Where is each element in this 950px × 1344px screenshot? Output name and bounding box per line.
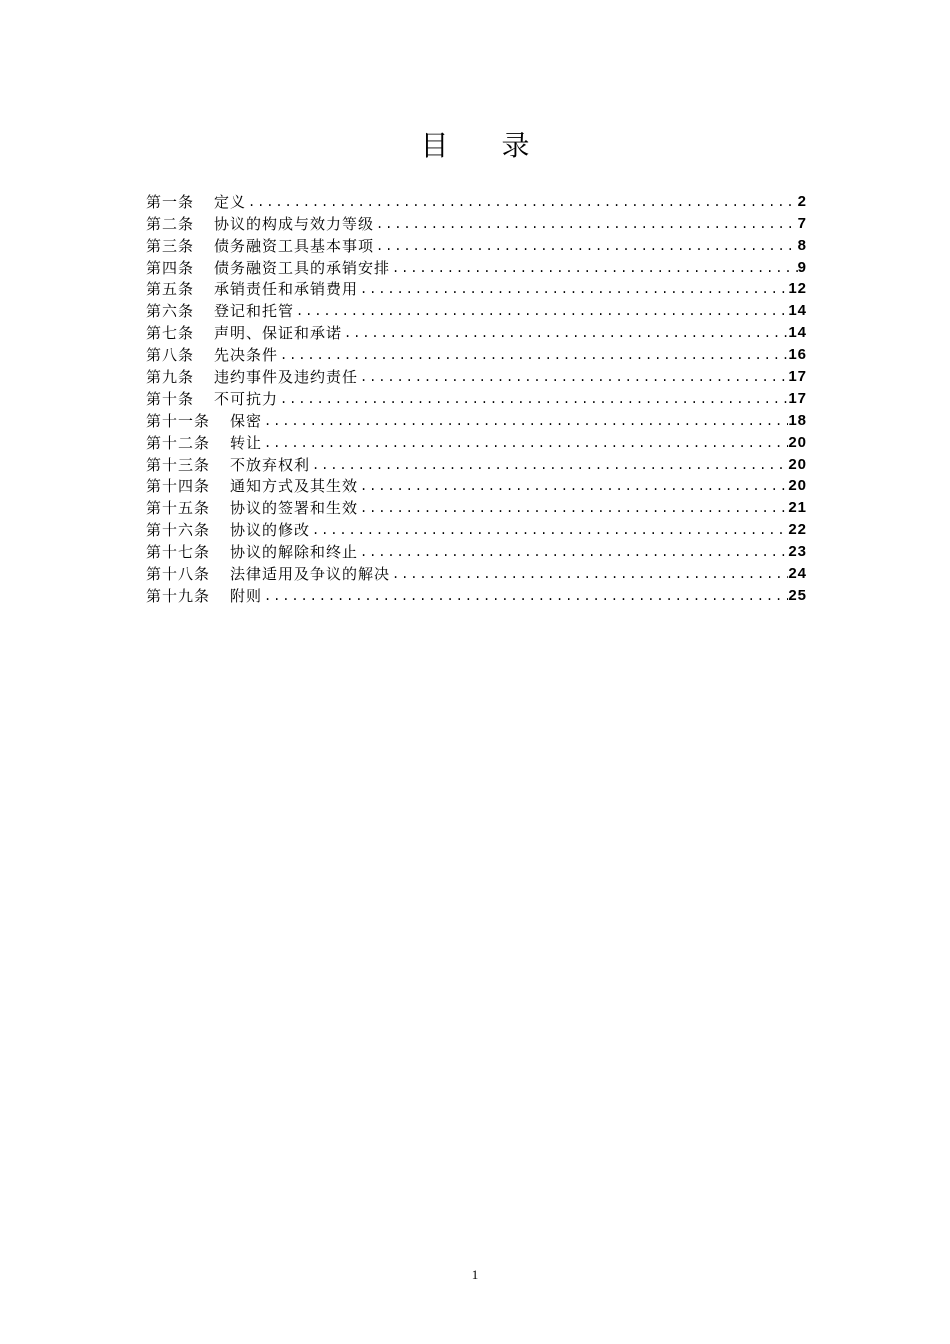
toc-entry-heading: 不放弃权利 (230, 455, 311, 474)
toc-entry-number: 第十一条 (146, 411, 211, 430)
toc-dot-leader (310, 520, 788, 540)
toc-entry-number: 第十六条 (146, 521, 211, 540)
toc-entry-heading: 声明、保证和承诺 (214, 324, 343, 343)
toc-entry-heading: 债务融资工具的承销安排 (214, 258, 391, 277)
toc-dot-leader (374, 236, 798, 256)
toc-entry[interactable] (146, 343, 807, 365)
toc-dot-leader (358, 542, 788, 562)
toc-entry-number: 第六条 (146, 302, 195, 321)
toc-entry-page: 16 (788, 346, 807, 364)
toc-entry-page: 18 (788, 411, 807, 429)
toc-entry-number: 第八条 (146, 346, 195, 365)
toc-dot-leader (246, 192, 798, 212)
toc-dot-leader (262, 411, 788, 431)
toc-entry-page: 7 (797, 214, 807, 232)
toc-entry-page: 9 (797, 258, 807, 276)
toc-entry[interactable] (146, 409, 807, 431)
toc-entry[interactable] (146, 453, 807, 475)
toc-entry-number: 第十九条 (146, 586, 211, 605)
toc-entry-heading: 协议的修改 (230, 521, 311, 540)
toc-entry-heading: 承销责任和承销费用 (214, 280, 359, 299)
toc-entry-heading: 转让 (230, 433, 263, 452)
toc-entry-heading: 定义 (214, 192, 247, 211)
toc-entry-number: 第九条 (146, 368, 195, 387)
toc-entry[interactable] (146, 584, 807, 606)
toc-entry[interactable] (146, 496, 807, 518)
toc-dot-leader (262, 586, 788, 606)
toc-entry[interactable] (146, 387, 807, 409)
toc-entry-number: 第三条 (146, 236, 195, 255)
toc-entry-heading: 协议的解除和终止 (230, 543, 359, 562)
toc-entry-page: 25 (788, 586, 807, 604)
toc-entry-page: 20 (788, 455, 807, 473)
toc-entry-page: 22 (788, 521, 807, 539)
toc-dot-leader (278, 389, 788, 409)
toc-entry-heading: 附则 (230, 586, 263, 605)
toc-entry[interactable] (146, 256, 807, 278)
toc-entry-heading: 登记和托管 (214, 302, 295, 321)
toc-entry-number: 第十二条 (146, 433, 211, 452)
toc-entry-number: 第十三条 (146, 455, 211, 474)
toc-entry[interactable] (146, 431, 807, 453)
toc-dot-leader (358, 498, 788, 518)
toc-entry-page: 17 (788, 389, 807, 407)
toc-dot-leader (310, 455, 788, 475)
toc-entry[interactable] (146, 518, 807, 540)
toc-entry-number: 第二条 (146, 214, 195, 233)
toc-entry-number: 第七条 (146, 324, 195, 343)
toc-dot-leader (374, 214, 798, 234)
toc-title: 目 录 (420, 129, 552, 162)
toc-entry[interactable] (146, 321, 807, 343)
toc-dot-leader (342, 323, 788, 343)
toc-entry[interactable] (146, 540, 807, 562)
toc-entry[interactable] (146, 299, 807, 321)
toc-entry[interactable] (146, 212, 807, 234)
toc-dot-leader (390, 258, 798, 278)
toc-entry-page: 20 (788, 433, 807, 451)
toc-entry[interactable] (146, 365, 807, 387)
toc-entry-number: 第十七条 (146, 543, 211, 562)
toc-entry[interactable] (146, 278, 807, 300)
toc-entry-heading: 通知方式及其生效 (230, 477, 359, 496)
toc-entry-page: 2 (797, 192, 807, 210)
toc-entry-number: 第四条 (146, 258, 195, 277)
toc-entry-page: 20 (788, 477, 807, 495)
toc-entry-number: 第十五条 (146, 499, 211, 518)
page-number: 1 (471, 1267, 479, 1282)
toc-entry[interactable] (146, 562, 807, 584)
toc-entry[interactable] (146, 234, 807, 256)
toc-entry-heading: 法律适用及争议的解决 (230, 565, 391, 584)
toc-dot-leader (358, 279, 788, 299)
toc-entry-page: 23 (788, 543, 807, 561)
toc-dot-leader (294, 301, 788, 321)
toc-entry-heading: 不可抗力 (214, 389, 279, 408)
toc-entry[interactable] (146, 475, 807, 497)
toc-entry-number: 第十条 (146, 389, 195, 408)
toc-entry[interactable] (146, 190, 807, 212)
toc-dot-leader (358, 476, 788, 496)
toc-entry-heading: 协议的签署和生效 (230, 499, 359, 518)
toc-entry-page: 8 (797, 236, 807, 254)
toc-entry-page: 12 (788, 280, 807, 298)
toc-entry-page: 21 (788, 499, 807, 517)
table-of-contents (146, 190, 807, 606)
toc-entry-number: 第五条 (146, 280, 195, 299)
toc-entry-page: 14 (788, 302, 807, 320)
toc-entry-page: 17 (788, 368, 807, 386)
toc-entry-heading: 违约事件及违约责任 (214, 368, 359, 387)
toc-dot-leader (278, 345, 788, 365)
toc-entry-heading: 先决条件 (214, 346, 279, 365)
toc-entry-number: 第十八条 (146, 565, 211, 584)
toc-entry-number: 第一条 (146, 192, 195, 211)
toc-entry-page: 24 (788, 565, 807, 583)
toc-dot-leader (358, 367, 788, 387)
toc-entry-number: 第十四条 (146, 477, 211, 496)
toc-entry-heading: 债务融资工具基本事项 (214, 236, 375, 255)
toc-dot-leader (262, 433, 788, 453)
toc-entry-page: 14 (788, 324, 807, 342)
toc-entry-heading: 协议的构成与效力等级 (214, 214, 375, 233)
toc-entry-heading: 保密 (230, 411, 263, 430)
toc-dot-leader (390, 564, 788, 584)
